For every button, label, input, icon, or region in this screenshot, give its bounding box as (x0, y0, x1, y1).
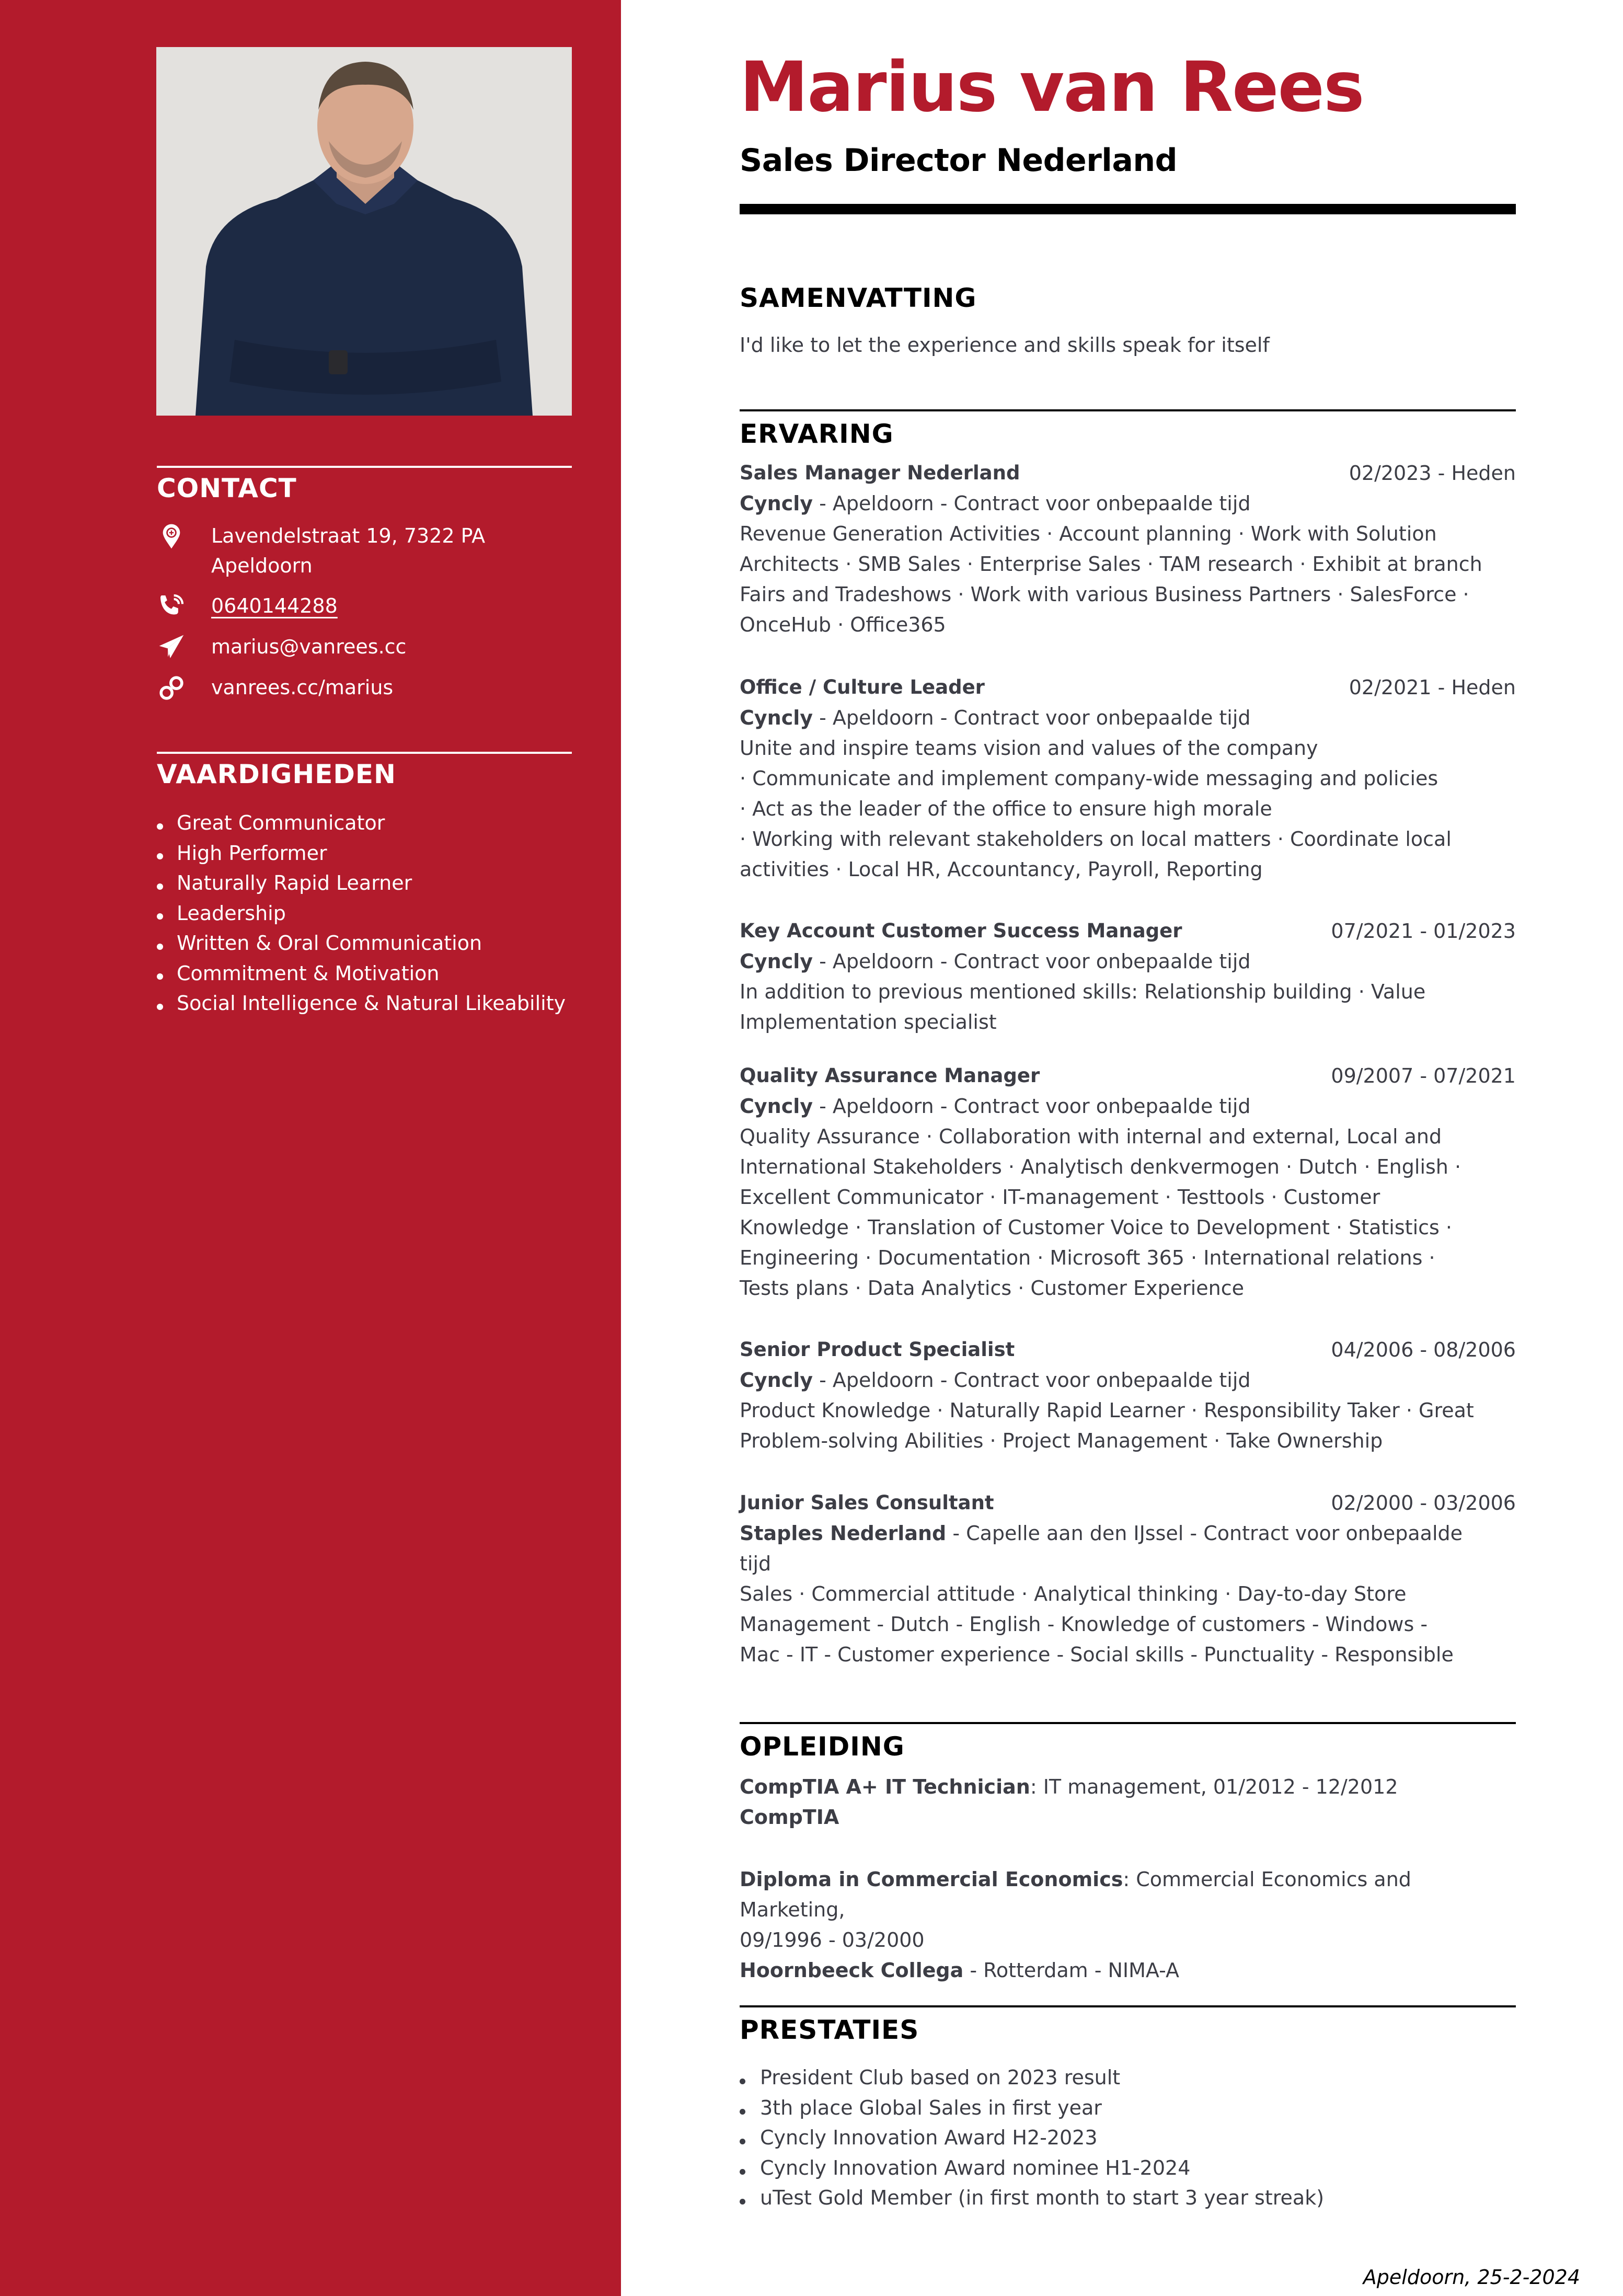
job-location: - Apeldoorn - Contract voor onbepaalde tijd (813, 1095, 1251, 1118)
job-description: Product Knowledge · Naturally Rapid Learner · Responsibility Taker · Great (740, 1399, 1474, 1422)
experience-divider (740, 409, 1516, 411)
job-role: Quality Assurance Manager (740, 1064, 1040, 1087)
achievements-heading: PRESTATIES (740, 2015, 919, 2045)
job-description: Engineering · Documentation · Microsoft 365 · International relations · (740, 1246, 1435, 1269)
job-description: · Communicate and implement company-wide messaging and policies (740, 767, 1438, 790)
address-line-2: Apeldoorn (211, 554, 313, 577)
bullet-icon (157, 883, 163, 890)
skills-section (157, 752, 572, 1019)
achievement-item: uTest Gold Member (in first month to start 3 year streak) (740, 2183, 1516, 2213)
job-description: Knowledge · Translation of Customer Voice to Development · Statistics · (740, 1216, 1452, 1239)
skills-list (157, 808, 572, 1019)
job-description: · Act as the leader of the office to ensure high morale (740, 797, 1272, 820)
job-location: - Capelle aan den IJssel - Contract voor onbepaalde (946, 1522, 1463, 1545)
job-dates: 02/2000 - 03/2006 (1331, 1491, 1516, 1514)
education-entry (740, 1864, 1516, 1985)
summary-section (740, 280, 1516, 360)
job-description: Problem-solving Abilities · Project Management · Take Ownership (740, 1429, 1383, 1452)
sidebar (0, 0, 621, 2296)
achievement-item: 3th place Global Sales in first year (740, 2093, 1516, 2123)
edu-institution-detail: - Rotterdam - NIMA-A (963, 1959, 1179, 1982)
email-link[interactable]: marius@vanrees.cc (211, 635, 407, 658)
bullet-icon (740, 2169, 745, 2175)
job-company: Cyncly (740, 1369, 813, 1392)
job-company: Cyncly (740, 492, 813, 515)
bullet-icon (157, 853, 163, 859)
location-pin-icon (157, 521, 188, 552)
job-role: Key Account Customer Success Manager (740, 920, 1182, 942)
job-entry (740, 458, 1516, 640)
job-role: Senior Product Specialist (740, 1338, 1015, 1361)
edu-degree: Diploma in Commercial Economics (740, 1868, 1123, 1891)
achievement-item: President Club based on 2023 result (740, 2063, 1516, 2093)
job-dates: 07/2021 - 01/2023 (1331, 920, 1516, 943)
skill-item: High Performer (157, 839, 572, 869)
job-description: activities · Local HR, Accountancy, Payroll, Reporting (740, 858, 1263, 881)
edu-institution: Hoornbeeck Collega (740, 1959, 964, 1982)
edu-detail: : Commercial Economics and Marketing, (740, 1868, 1411, 1921)
contact-website (157, 673, 572, 703)
skill-item: Commitment & Motivation (157, 959, 572, 989)
job-location-cont: tijd (740, 1552, 772, 1575)
job-company: Cyncly (740, 706, 813, 729)
paper-plane-icon (157, 632, 188, 662)
job-location: - Apeldoorn - Contract voor onbepaalde tijd (813, 492, 1251, 515)
skill-item: Written & Oral Communication (157, 928, 572, 959)
bullet-icon (157, 944, 163, 950)
candidate-name: Marius van Rees (740, 47, 1364, 128)
candidate-title: Sales Director Nederland (740, 142, 1178, 179)
achievements-section (740, 2005, 1516, 2213)
bullet-icon (157, 973, 163, 980)
job-location: - Apeldoorn - Contract voor onbepaalde tijd (813, 950, 1251, 973)
summary-heading: SAMENVATTING (740, 283, 977, 313)
edu-institution: CompTIA (740, 1806, 839, 1829)
place-and-date: Apeldoorn, 25-2-2024 (1363, 2266, 1580, 2289)
job-description: In addition to previous mentioned skills: Relationship building · Value (740, 980, 1426, 1003)
contact-section (157, 466, 572, 714)
job-description: Excellent Communicator · IT-management · Testtools · Customer (740, 1186, 1380, 1209)
job-description: Implementation specialist (740, 1011, 997, 1034)
summary-text: I'd like to let the experience and skills speak for itself (740, 334, 1270, 357)
phone-icon (157, 591, 188, 622)
job-entry (740, 1488, 1516, 1670)
job-description: Quality Assurance · Collaboration with internal and external, Local and (740, 1125, 1442, 1148)
job-description: Sales · Commercial attitude · Analytical thinking · Day-to-day Store (740, 1582, 1407, 1605)
website-link[interactable]: vanrees.cc/marius (211, 676, 394, 699)
bullet-icon (157, 913, 163, 920)
job-location: - Apeldoorn - Contract voor onbepaalde tijd (813, 1369, 1251, 1392)
skill-item: Naturally Rapid Learner (157, 868, 572, 899)
job-role: Sales Manager Nederland (740, 462, 1020, 484)
portrait-illustration (156, 47, 572, 416)
job-description: Tests plans · Data Analytics · Customer Experience (740, 1277, 1244, 1300)
skill-item: Great Communicator (157, 808, 572, 839)
education-divider (740, 1722, 1516, 1724)
link-icon (157, 673, 188, 703)
contact-phone (157, 591, 572, 622)
job-dates: 04/2006 - 08/2006 (1331, 1338, 1516, 1361)
contact-address (157, 521, 572, 581)
contact-email (157, 632, 572, 662)
experience-heading: ERVARING (740, 419, 894, 449)
skills-divider (157, 752, 572, 754)
contact-divider (157, 466, 572, 468)
address-line-1: Lavendelstraat 19, 7322 PA (211, 524, 486, 547)
job-entry (740, 1061, 1516, 1303)
bullet-icon (157, 823, 163, 830)
job-description: · Working with relevant stakeholders on local matters · Coordinate local (740, 828, 1452, 851)
job-entry (740, 672, 1516, 885)
job-location: - Apeldoorn - Contract voor onbepaalde tijd (813, 706, 1251, 729)
job-description: Fairs and Tradeshows · Work with various Business Partners · SalesForce · (740, 583, 1469, 606)
achievement-item: Cyncly Innovation Award nominee H1-2024 (740, 2153, 1516, 2184)
bullet-icon (740, 2199, 745, 2205)
achievements-divider (740, 2005, 1516, 2007)
achievement-item: Cyncly Innovation Award H2-2023 (740, 2123, 1516, 2153)
job-dates: 09/2007 - 07/2021 (1331, 1064, 1516, 1087)
education-section (740, 1722, 1516, 1765)
job-description: OnceHub · Office365 (740, 613, 946, 636)
job-description: Unite and inspire teams vision and values of the company (740, 737, 1318, 760)
phone-link[interactable]: 0640144288 (211, 594, 338, 617)
profile-photo (156, 47, 572, 416)
contact-list (157, 521, 572, 703)
title-divider (740, 204, 1516, 214)
job-entry (740, 1335, 1516, 1456)
education-entry (740, 1772, 1516, 1832)
job-entry (740, 916, 1516, 1037)
achievements-list (740, 2063, 1516, 2213)
bullet-icon (740, 2079, 745, 2084)
job-role: Junior Sales Consultant (740, 1491, 994, 1514)
edu-detail: : IT management, 01/2012 - 12/2012 (1030, 1775, 1398, 1798)
job-description: International Stakeholders · Analytisch denkvermogen · Dutch · English · (740, 1155, 1461, 1178)
job-role: Office / Culture Leader (740, 676, 985, 698)
bullet-icon (740, 2109, 745, 2115)
job-dates: 02/2021 - Heden (1349, 676, 1516, 699)
bullet-icon (157, 1004, 163, 1010)
job-description: Architects · SMB Sales · Enterprise Sales · TAM research · Exhibit at branch (740, 553, 1482, 576)
education-heading: OPLEIDING (740, 1731, 905, 1762)
job-company: Cyncly (740, 1095, 813, 1118)
edu-dates: 09/1996 - 03/2000 (740, 1928, 925, 1951)
job-company: Cyncly (740, 950, 813, 973)
job-description: Management - Dutch - English - Knowledge of customers - Windows - (740, 1613, 1428, 1636)
contact-heading: CONTACT (157, 473, 297, 503)
job-description: Revenue Generation Activities · Account planning · Work with Solution (740, 522, 1437, 545)
job-company: Staples Nederland (740, 1522, 947, 1545)
skill-item: Leadership (157, 899, 572, 929)
experience-section (740, 409, 1516, 452)
bullet-icon (740, 2139, 745, 2144)
job-description: Mac - IT - Customer experience - Social skills - Punctuality - Responsible (740, 1643, 1454, 1666)
job-dates: 02/2023 - Heden (1349, 462, 1516, 485)
edu-degree: CompTIA A+ IT Technician (740, 1775, 1030, 1798)
skills-heading: VAARDIGHEDEN (157, 759, 396, 789)
skill-item: Social Intelligence & Natural Likeability (157, 989, 572, 1019)
